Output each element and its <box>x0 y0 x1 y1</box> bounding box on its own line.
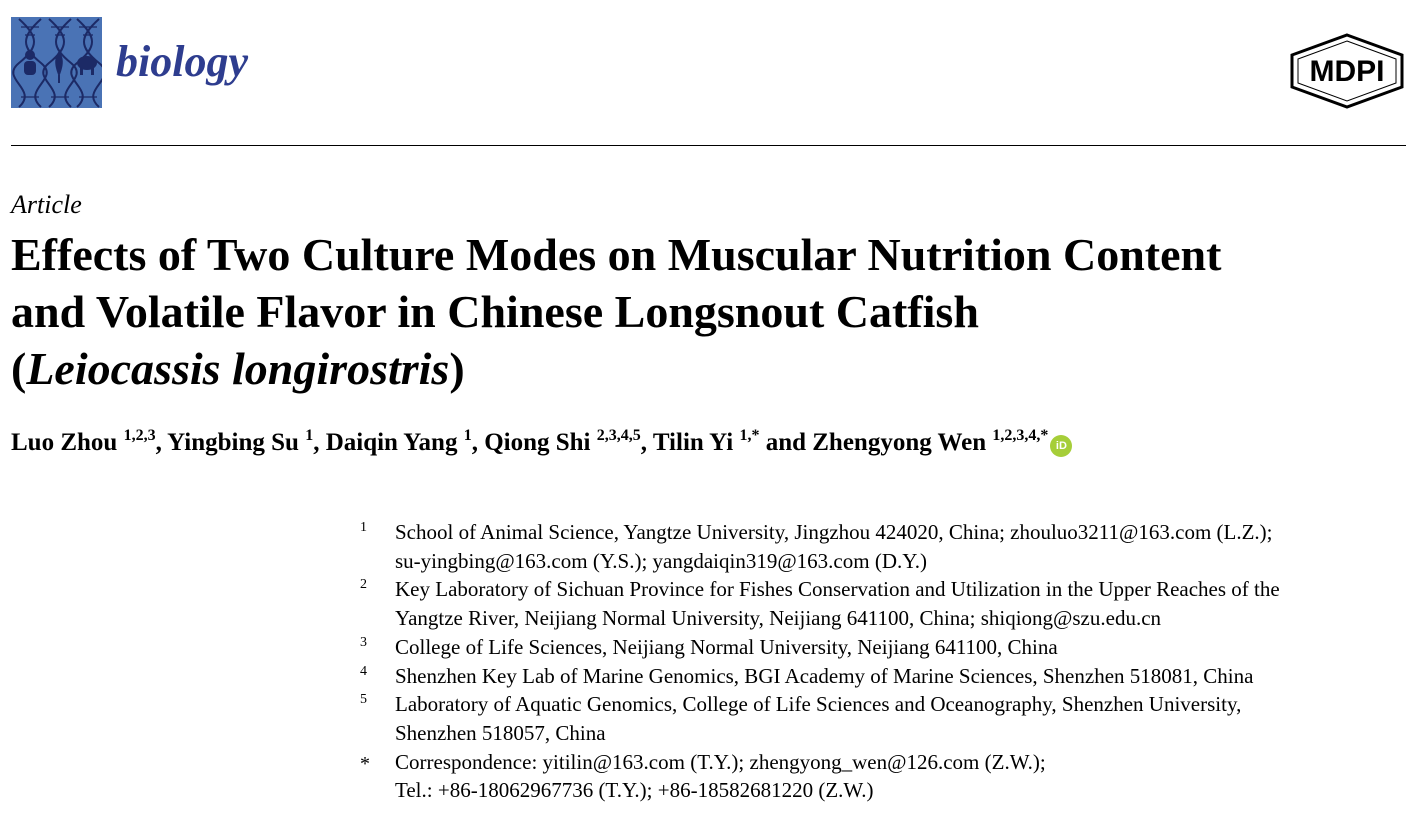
publisher-logo <box>1288 33 1406 109</box>
author-affiliation-marker: 1,2,3,4,* <box>992 427 1049 444</box>
author-affiliation-marker: 2,3,4,5 <box>596 427 641 444</box>
title-line: and Volatile Flavor in Chinese Longsnout Catfish <box>11 286 979 337</box>
author-separator: , <box>471 429 485 456</box>
title-line-species <box>11 340 1406 397</box>
correspondence-marker: * <box>360 752 370 775</box>
dna-helix-biology-icon <box>11 17 102 108</box>
author-separator: and <box>759 429 813 456</box>
publisher-name: MDPI <box>1309 55 1385 88</box>
journal-name: biology <box>116 37 248 86</box>
author-name: Qiong Shi <box>484 429 591 456</box>
correspondence-text: Correspondence: yitilin@163.com (T.Y.); zhengyong_wen@126.com (Z.W.); <box>395 749 1046 774</box>
affiliation-list <box>356 518 1396 805</box>
author-name: Zhengyong Wen <box>812 429 987 456</box>
affiliation-item <box>356 633 1396 662</box>
title-paren-open: ( <box>11 343 27 394</box>
affiliation-number: 3 <box>360 634 367 650</box>
affiliation-number: 4 <box>360 663 367 679</box>
affiliation-item <box>356 662 1396 691</box>
orcid-icon[interactable]: iD <box>1050 435 1072 457</box>
affiliation-text: su-yingbing@163.com (Y.S.); yangdaiqin319@163.com (D.Y.) <box>395 548 927 573</box>
affiliation-item <box>356 575 1396 632</box>
journal-logo <box>11 17 102 108</box>
title-paren-close: ) <box>449 343 465 394</box>
author-affiliation-marker: 1,* <box>739 427 760 444</box>
affiliation-number: 2 <box>360 577 367 593</box>
author-list <box>11 426 1072 460</box>
title-line: Effects of Two Culture Modes on Muscular Nutrition Content <box>11 229 1222 280</box>
affiliation-item <box>356 690 1396 747</box>
correspondence-text: Tel.: +86-18062967736 (T.Y.); +86-18582681220 (Z.W.) <box>395 778 874 803</box>
affiliation-text: Shenzhen 518057, China <box>395 720 606 745</box>
author-affiliation-marker: 1,2,3 <box>123 427 156 444</box>
author-separator: , <box>640 429 653 456</box>
article-type: Article <box>11 190 82 219</box>
author-name: Luo Zhou <box>11 429 118 456</box>
affiliation-text: Yangtze River, Neijiang Normal University, Neijiang 641100, China; shiqiong@szu.edu.cn <box>395 606 1162 631</box>
author-affiliation-marker: 1 <box>305 427 314 444</box>
affiliation-number: 5 <box>360 692 367 708</box>
author-separator: , <box>313 429 326 456</box>
author-affiliation-marker: 1 <box>463 427 472 444</box>
affiliation-item <box>356 518 1396 575</box>
affiliation-number: 1 <box>360 520 367 535</box>
affiliation-text: Shenzhen Key Lab of Marine Genomics, BGI Academy of Marine Sciences, Shenzhen 518081, China <box>395 663 1254 688</box>
title-species-name: Leiocassis longirostris <box>26 343 450 394</box>
affiliation-text: College of Life Sciences, Neijiang Normal University, Neijiang 641100, China <box>395 634 1058 659</box>
author-separator: , <box>155 429 168 456</box>
article-title <box>11 226 1406 397</box>
affiliation-text: Key Laboratory of Sichuan Province for Fishes Conservation and Utilization in the Upper Reaches of the <box>395 577 1280 602</box>
header-divider <box>11 145 1406 146</box>
correspondence-item <box>356 748 1396 805</box>
affiliation-text: Laboratory of Aquatic Genomics, College of Life Sciences and Oceanography, Shenzhen University, <box>395 692 1242 717</box>
author-name: Daiqin Yang <box>325 429 458 456</box>
author-name: Yingbing Su <box>167 429 299 456</box>
affiliation-text: School of Animal Science, Yangtze University, Jingzhou 424020, China; zhouluo3211@163.com (L.Z.); <box>395 520 1273 544</box>
author-name: Tilin Yi <box>652 429 734 456</box>
